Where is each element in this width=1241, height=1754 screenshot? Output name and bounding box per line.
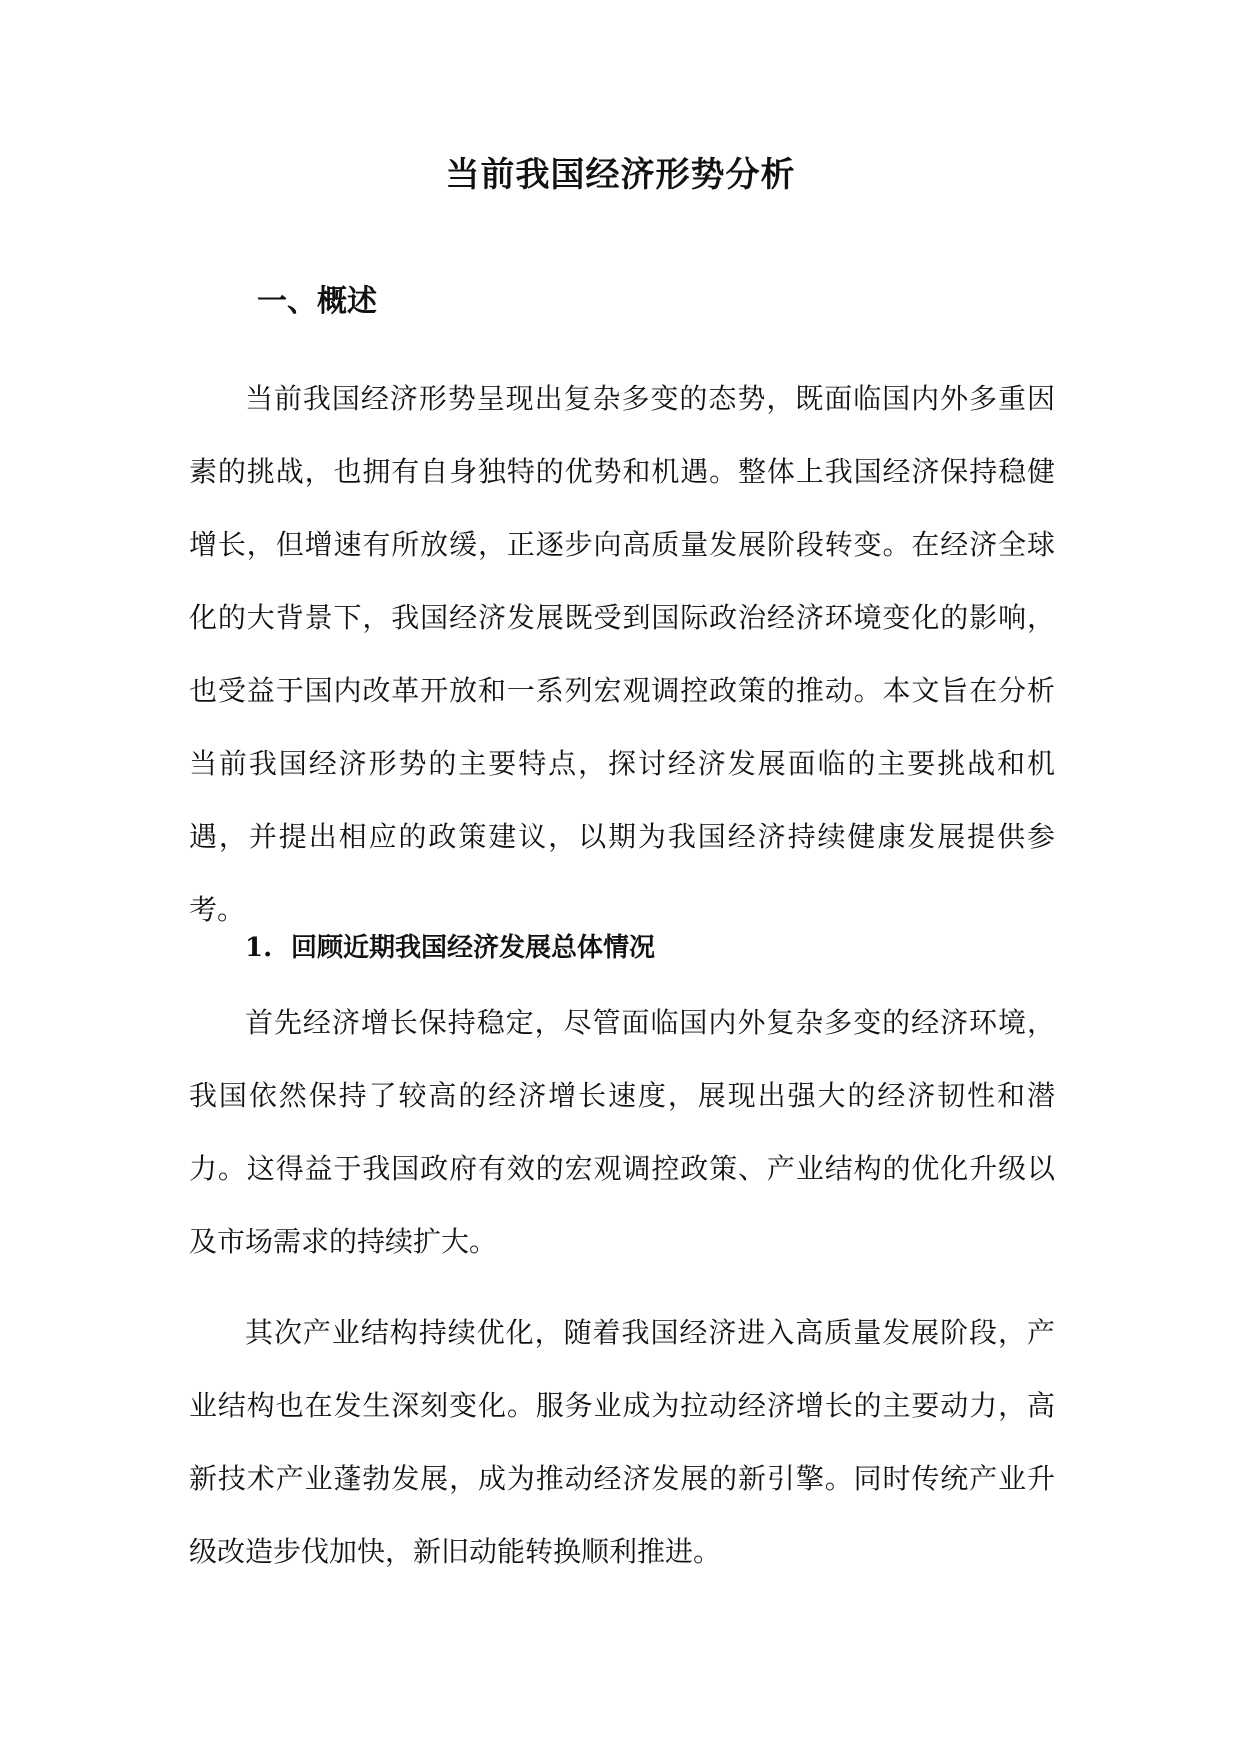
section-heading-overview: 一、概述 [257,284,377,319]
subsection-heading-review [245,928,655,968]
overview-paragraph: 当前我国经济形势呈现出复杂多变的态势，既面临国内外多重因素的挑战，也拥有自身独特的优势和机遇。整体上我国经济保持稳健增长，但增速有所放缓，正逐步向高质量发展阶段转变。在经济全球化的大背景下，我国经济发展既受到国际政治经济环境变化的影响，也受益于国内改革开放和一系列宏观调控政策的推动。本文旨在分析当前我国经济形势的主要特点，探讨经济发展面临的主要挑战和机遇，并提出相应的政策建议，以期为我国经济持续健康发展提供参考。 [189,382,1055,926]
document-title: 当前我国经济形势分析 [445,155,796,195]
body-paragraph: 其次产业结构持续优化，随着我国经济进入高质量发展阶段，产业结构也在发生深刻变化。服务业成为拉动经济增长的主要动力，高新技术产业蓬勃发展，成为推动经济发展的新引擎。同时传统产业升级改造步伐加快，新旧动能转换顺利推进。 [189,1316,1055,1568]
subsection-number: 1. [245,933,273,963]
subsection-title: 回顾近期我国经济发展总体情况 [291,933,656,963]
body-paragraph: 首先经济增长保持稳定，尽管面临国内外复杂多变的经济环境，我国依然保持了较高的经济增长速度，展现出强大的经济韧性和潜力。这得益于我国政府有效的宏观调控政策、产业结构的优化升级以及市场需求的持续扩大。 [189,1006,1055,1258]
